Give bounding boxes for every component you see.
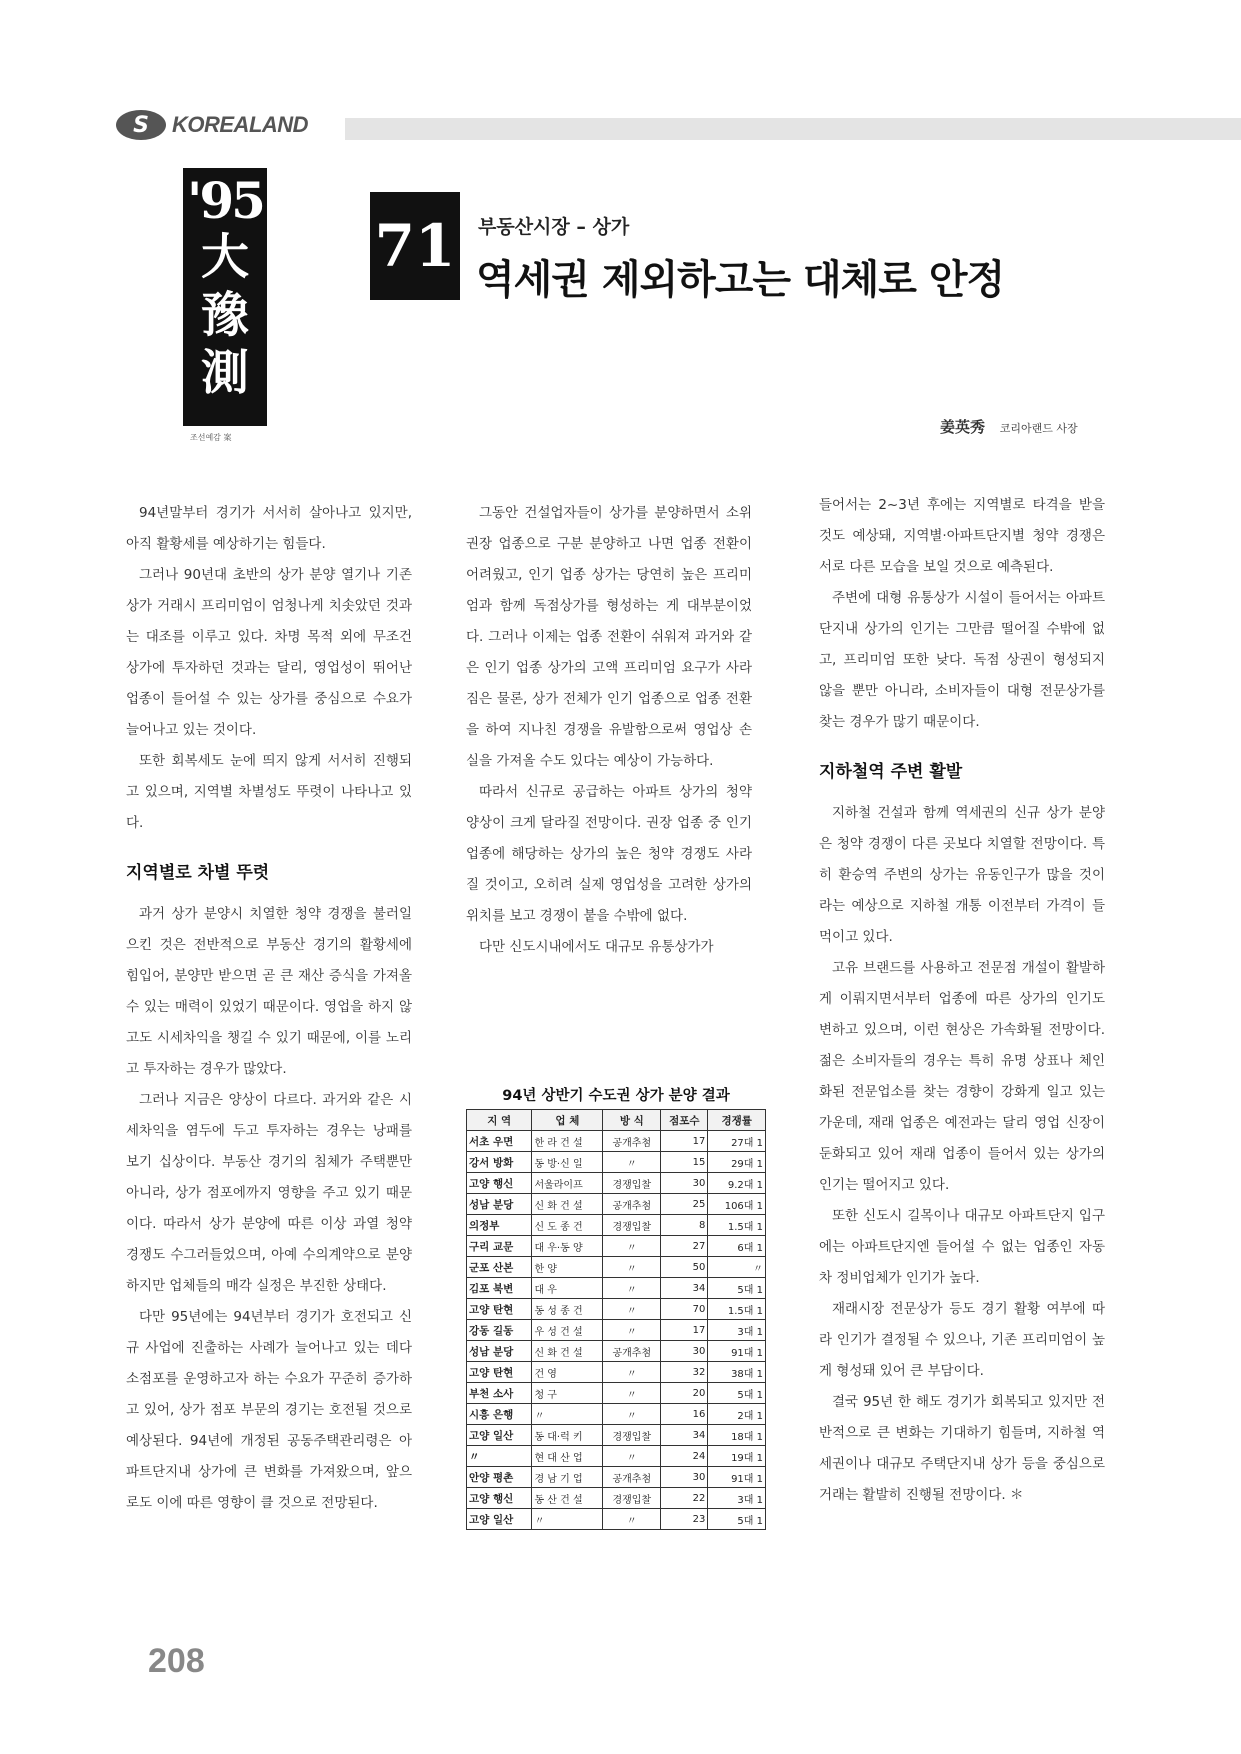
table-cell: 15: [661, 1152, 708, 1173]
table-cell: 고양 일산: [467, 1509, 532, 1530]
table-cell: 19대 1: [708, 1446, 766, 1467]
table-cell: 신 화 건 설: [532, 1341, 603, 1362]
table-cell: 대 우: [532, 1278, 603, 1299]
table-cell: 32: [661, 1362, 708, 1383]
table-cell: 신 도 종 건: [532, 1215, 603, 1236]
table-cell: 〃: [603, 1383, 661, 1404]
paragraph: 결국 95년 한 해도 경기가 회복되고 있지만 전반적으로 큰 변화는 기대하기 힘들며, 지하철 역세권이나 대규모 주택단지내 상가 등을 중심으로 거래는 활발히 진행될 전망이다. ＊: [819, 1394, 1105, 1503]
table-cell: 강동 길동: [467, 1320, 532, 1341]
table-cell: 대 우·동 양: [532, 1236, 603, 1257]
table-cell: 〃: [603, 1278, 661, 1299]
table-cell: 서초 우면: [467, 1131, 532, 1152]
table-row: [467, 1467, 766, 1488]
table-cell: 우 성 건 설: [532, 1320, 603, 1341]
author-name: 姜英秀: [940, 418, 986, 436]
table-cell: 38대 1: [708, 1362, 766, 1383]
table-cell: 경 남 기 업: [532, 1467, 603, 1488]
table-cell: 군포 산본: [467, 1257, 532, 1278]
table-cell: 1.5대 1: [708, 1215, 766, 1236]
table-cell: 24: [661, 1446, 708, 1467]
paragraph: 그러나 지금은 양상이 다르다. 과거와 같은 시세차익을 염두에 두고 투자하는 경우는 낭패를 보기 십상이다. 부동산 경기의 침체가 주택뿐만 아니라, 상가 점포에까지 영향을 주고 있기 때문이다. 따라서 상가 분양에 따른 이상 과열 청약 경쟁도 수그러들었으며, 아예 수의계약으로 분양하지만 업체들의 매각 실정은 부진한 상태다.: [126, 1092, 412, 1294]
paragraph: 주변에 대형 유통상가 시설이 들어서는 아파트단지내 상가의 인기는 그만큼 떨어질 수밖에 없고, 프리미엄 또한 낮다. 독점 상권이 형성되지 않을 뿐만 아니라, 소비자들이 대형 전문상가를 찾는 경우가 많기 때문이다.: [819, 590, 1105, 730]
forecast-char: 豫: [200, 287, 249, 343]
table-header-cell: 점포수: [661, 1110, 708, 1131]
table-cell: 〃: [467, 1446, 532, 1467]
table-row: [467, 1131, 766, 1152]
forecast-year: '95: [187, 171, 263, 230]
header-bar: [345, 118, 1241, 140]
table-header-cell: 방 식: [603, 1110, 661, 1131]
table-row: [467, 1362, 766, 1383]
table-cell: 34: [661, 1425, 708, 1446]
table-cell: 공개추첨: [603, 1131, 661, 1152]
table-cell: 30: [661, 1467, 708, 1488]
table-cell: 경쟁입찰: [603, 1488, 661, 1509]
table-cell: 6대 1: [708, 1236, 766, 1257]
table-row: [467, 1278, 766, 1299]
table-row: [467, 1257, 766, 1278]
forecast-box: [183, 168, 267, 426]
paragraph: 94년말부터 경기가 서서히 살아나고 있지만, 아직 활황세를 예상하기는 힘들다.: [126, 505, 412, 552]
table-cell: 34: [661, 1278, 708, 1299]
article-kicker: 부동산시장 – 상가: [478, 216, 630, 238]
paragraph: 지하철 건설과 함께 역세권의 신규 상가 분양은 청약 경쟁이 다른 곳보다 치열할 전망이다. 특히 환승역 주변의 상가는 유동인구가 많을 것이라는 예상으로 지하철 개통 이전부터 가격이 들먹이고 있다.: [819, 805, 1105, 945]
logo-text: KOREALAND: [172, 112, 309, 137]
paragraph: 따라서 신규로 공급하는 아파트 상가의 청약 양상이 크게 달라질 전망이다. 권장 업종 중 인기 업종에 해당하는 상가의 높은 청약 경쟁도 사라질 것이고, 오히려 실제 영업성을 고려한 상가의 위치를 보고 경쟁이 붙을 수밖에 없다.: [466, 784, 752, 924]
table-cell: 한 라 건 설: [532, 1131, 603, 1152]
table-row: [467, 1299, 766, 1320]
table-cell: 〃: [603, 1236, 661, 1257]
logo-mark-icon: S: [116, 110, 166, 140]
table-cell: 2대 1: [708, 1404, 766, 1425]
table-cell: 고양 탄현: [467, 1299, 532, 1320]
paragraph: 또한 신도시 길목이나 대규모 아파트단지 입구에는 아파트단지엔 들어설 수 없는 업종인 자동차 정비업체가 인기가 높다.: [819, 1208, 1105, 1286]
table-row: [467, 1152, 766, 1173]
column-3: [819, 490, 1105, 1511]
table-cell: 17: [661, 1131, 708, 1152]
table-cell: 16: [661, 1404, 708, 1425]
table-cell: 91대 1: [708, 1341, 766, 1362]
table-cell: 〃: [603, 1299, 661, 1320]
paragraph: 또한 회복세도 눈에 띄지 않게 서서히 진행되고 있으며, 지역별 차별성도 뚜렷이 나타나고 있다.: [126, 753, 412, 831]
table-cell: 17: [661, 1320, 708, 1341]
table-row: [467, 1194, 766, 1215]
author-role: 코리아랜드 사장: [999, 422, 1078, 435]
table-cell: 고양 탄현: [467, 1362, 532, 1383]
page-number: 208: [148, 1642, 205, 1680]
column-2: [466, 498, 752, 963]
table-cell: 〃: [603, 1446, 661, 1467]
table-cell: 〃: [603, 1152, 661, 1173]
section-heading: 지역별로 차별 뚜렷: [126, 863, 270, 883]
table-cell: 동 산 건 설: [532, 1488, 603, 1509]
table-cell: 시흥 은행: [467, 1404, 532, 1425]
table-row: [467, 1215, 766, 1236]
table-cell: 〃: [603, 1404, 661, 1425]
article-number: 71: [370, 192, 460, 300]
table-cell: 70: [661, 1299, 708, 1320]
results-table-block: [466, 1084, 766, 1530]
table-cell: 서울라이프: [532, 1173, 603, 1194]
table-cell: 20: [661, 1383, 708, 1404]
korealand-logo: [116, 110, 308, 140]
table-cell: 김포 북변: [467, 1278, 532, 1299]
table-cell: 공개추첨: [603, 1341, 661, 1362]
table-cell: 현 대 산 업: [532, 1446, 603, 1467]
table-cell: 106대 1: [708, 1194, 766, 1215]
table-cell: 5대 1: [708, 1278, 766, 1299]
table-cell: 성남 분당: [467, 1341, 532, 1362]
table-cell: 성남 분당: [467, 1194, 532, 1215]
table-cell: 25: [661, 1194, 708, 1215]
table-cell: 〃: [532, 1509, 603, 1530]
table-cell: 18대 1: [708, 1425, 766, 1446]
table-cell: 부천 소사: [467, 1383, 532, 1404]
table-cell: 동 성 종 건: [532, 1299, 603, 1320]
paragraph: 들어서는 2~3년 후에는 지역별로 타격을 받을 것도 예상돼, 지역별·아파트단지별 청약 경쟁은 서로 다른 모습을 보일 것으로 예측된다.: [819, 497, 1105, 575]
table-cell: 22: [661, 1488, 708, 1509]
table-cell: 한 양: [532, 1257, 603, 1278]
results-table: [466, 1109, 766, 1530]
table-cell: 9.2대 1: [708, 1173, 766, 1194]
table-row: [467, 1425, 766, 1446]
table-row: [467, 1173, 766, 1194]
table-cell: 1.5대 1: [708, 1299, 766, 1320]
table-cell: 23: [661, 1509, 708, 1530]
table-cell: 의정부: [467, 1215, 532, 1236]
article-headline: 역세권 제외하고는 대체로 안정: [476, 257, 1005, 303]
table-header-cell: 지 역: [467, 1110, 532, 1131]
section-heading: 지하철역 주변 활발: [819, 762, 963, 782]
table-header-cell: 업 체: [532, 1110, 603, 1131]
table-cell: 29대 1: [708, 1152, 766, 1173]
table-header-row: [467, 1110, 766, 1131]
table-row: [467, 1446, 766, 1467]
table-cell: 공개추첨: [603, 1467, 661, 1488]
table-cell: 동 방·신 일: [532, 1152, 603, 1173]
table-body: [467, 1131, 766, 1530]
table-row: [467, 1509, 766, 1530]
table-cell: 신 화 건 설: [532, 1194, 603, 1215]
byline: [940, 416, 1078, 437]
table-row: [467, 1236, 766, 1257]
table-row: [467, 1383, 766, 1404]
table-cell: 91대 1: [708, 1467, 766, 1488]
forecast-char: 測: [200, 345, 249, 401]
table-cell: 경쟁입찰: [603, 1215, 661, 1236]
table-cell: 고양 행신: [467, 1173, 532, 1194]
paragraph: 고유 브랜드를 사용하고 전문점 개설이 활발하게 이뤄지면서부터 업종에 따른 상가의 인기도 변하고 있으며, 이런 현상은 가속화될 전망이다. 젊은 소비자들의 경우는 특히 유명 상표나 체인화된 전문업소를 찾는 경향이 강화게 일고 있는 가운데, 재래 업종은 예전과는 달리 영업 신장이 둔화되고 있어 재래 업종이 들어서 있는 상가의 인기는 떨어지고 있다.: [819, 960, 1105, 1193]
table-cell: 구리 교문: [467, 1236, 532, 1257]
table-row: [467, 1320, 766, 1341]
table-cell: 5대 1: [708, 1383, 766, 1404]
forecast-char: 大: [200, 229, 249, 285]
table-cell: 27대 1: [708, 1131, 766, 1152]
table-cell: 3대 1: [708, 1320, 766, 1341]
table-title: 94년 상반기 수도권 상가 분양 결과: [502, 1088, 730, 1104]
paragraph: 그러나 90년대 초반의 상가 분양 열기나 기존 상가 거래시 프리미엄이 엄청나게 치솟았던 것과는 대조를 이루고 있다. 차명 목적 외에 무조건 상가에 투자하던 것과는 달리, 영업성이 뛰어난 업종이 들어설 수 있는 상가를 중심으로 수요가 늘어나고 있는 것이다.: [126, 567, 412, 738]
table-cell: 30: [661, 1341, 708, 1362]
paragraph: 다만 신도시내에서도 대규모 유통상가가: [479, 939, 714, 955]
table-cell: 강서 방화: [467, 1152, 532, 1173]
column-1: [126, 498, 412, 1519]
table-row: [467, 1404, 766, 1425]
forecast-sub: 조선예감 案: [190, 433, 232, 442]
table-cell: 〃: [532, 1404, 603, 1425]
table-header-cell: 경쟁률: [708, 1110, 766, 1131]
table-cell: 30: [661, 1173, 708, 1194]
table-cell: 27: [661, 1236, 708, 1257]
table-row: [467, 1488, 766, 1509]
paragraph: 그동안 건설업자들이 상가를 분양하면서 소위 권장 업종으로 구분 분양하고 나면 업종 전환이 어려웠고, 인기 업종 상가는 당연히 높은 프리미엄과 함께 독점상가를 형성하는 게 대부분이었다. 그러나 이제는 업종 전환이 쉬워져 과거와 같은 인기 업종 상가의 고액 프리미엄 요구가 사라짐은 물론, 상가 전체가 인기 업종으로 업종 전환을 하여 지나친 경쟁을 유발함으로써 영업상 손실을 가져올 수도 있다는 예상이 가능하다.: [466, 505, 752, 769]
table-cell: 청 구: [532, 1383, 603, 1404]
table-cell: 〃: [603, 1362, 661, 1383]
table-cell: 〃: [603, 1257, 661, 1278]
table-cell: 고양 행신: [467, 1488, 532, 1509]
table-cell: 안양 평촌: [467, 1467, 532, 1488]
paragraph: 다만 95년에는 94년부터 경기가 호전되고 신규 사업에 진출하는 사례가 늘어나고 있는 데다 소점포를 운영하고자 하는 수요가 꾸준히 증가하고 있어, 상가 점포 부문의 경기는 호전될 것으로 예상된다. 94년에 개정된 공동주택관리령은 아파트단지내 상가에 큰 변화를 가져왔으며, 앞으로도 이에 따른 영향이 클 것으로 전망된다.: [126, 1309, 412, 1511]
table-cell: 8: [661, 1215, 708, 1236]
table-cell: 〃: [603, 1509, 661, 1530]
table-cell: 〃: [708, 1257, 766, 1278]
table-cell: 고양 일산: [467, 1425, 532, 1446]
table-cell: 3대 1: [708, 1488, 766, 1509]
table-cell: 건 영: [532, 1362, 603, 1383]
paragraph: 과거 상가 분양시 치열한 청약 경쟁을 불러일으킨 것은 전반적으로 부동산 경기의 활황세에 힘입어, 분양만 받으면 곧 큰 재산 증식을 가져올 수 있는 매력이 있었기 때문이다. 영업을 하지 않고도 시세차익을 챙길 수 있기 때문에, 이를 노리고 투자하는 경우가 많았다.: [126, 906, 412, 1077]
table-cell: 50: [661, 1257, 708, 1278]
paragraph: 재래시장 전문상가 등도 경기 활황 여부에 따라 인기가 결정될 수 있으나, 기존 프리미엄이 높게 형성돼 있어 큰 부담이다.: [819, 1301, 1105, 1379]
table-cell: 5대 1: [708, 1509, 766, 1530]
table-row: [467, 1341, 766, 1362]
table-cell: 공개추첨: [603, 1194, 661, 1215]
table-cell: 경쟁입찰: [603, 1425, 661, 1446]
table-cell: 동 대·럭 키: [532, 1425, 603, 1446]
table-cell: 〃: [603, 1320, 661, 1341]
table-cell: 경쟁입찰: [603, 1173, 661, 1194]
